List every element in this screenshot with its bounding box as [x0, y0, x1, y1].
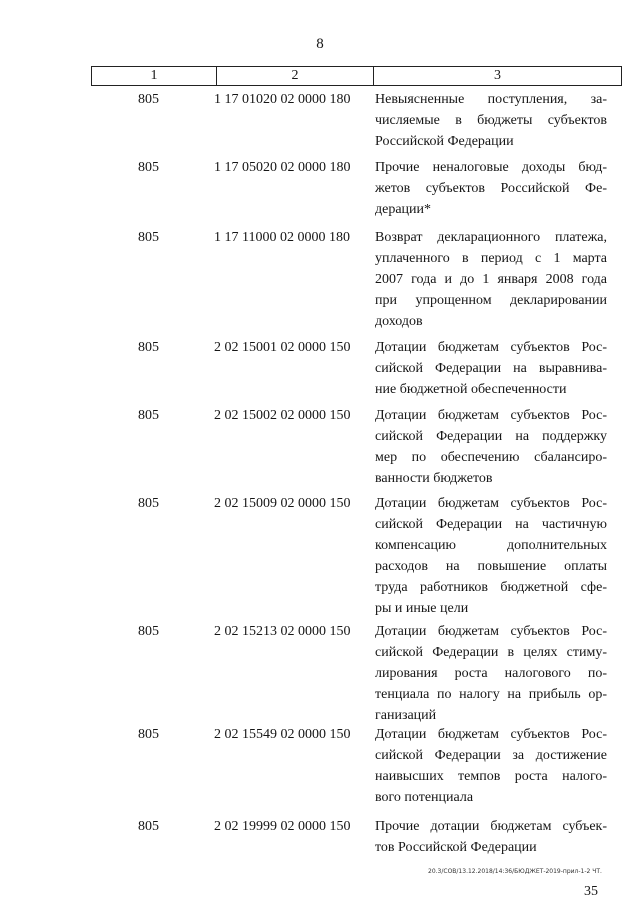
- income-name-line: Возврат декларационного платежа,: [375, 230, 607, 245]
- income-code: 2 02 15213 02 0000 150: [214, 624, 351, 639]
- income-code: 1 17 11000 02 0000 180: [214, 230, 350, 245]
- income-name-line: числяемые в бюджеты субъектов: [375, 113, 607, 128]
- income-name-line: вого потенциала: [375, 790, 474, 805]
- admin-code: 805: [138, 496, 159, 511]
- admin-code: 805: [138, 160, 159, 175]
- income-name-line: Дотации бюджетам субъектов Рос-: [375, 408, 607, 423]
- income-name: [375, 337, 607, 400]
- admin-code: 805: [138, 340, 159, 355]
- income-name-line: Прочие дотации бюджетам субъек-: [375, 819, 607, 834]
- page-number: 8: [316, 36, 324, 52]
- income-name: [375, 724, 607, 808]
- income-name: [375, 621, 607, 726]
- column-header-1: 1: [92, 67, 217, 86]
- income-name: [375, 227, 607, 332]
- document-reference: 20.3/СОВ/13.12.2018/14:36/БЮДЖЕТ-2019-прил-1-2 ЧТ.: [428, 868, 602, 875]
- income-name-line: лирования роста налогового по-: [375, 666, 607, 681]
- income-name-line: расходов на повышение оплаты: [375, 559, 607, 574]
- admin-code: 805: [138, 408, 159, 423]
- income-code: 1 17 01020 02 0000 180: [214, 92, 351, 107]
- income-name-line: наивысших темпов роста налого-: [375, 769, 607, 784]
- income-name-line: сийской Федерации за достижение: [375, 748, 607, 763]
- income-name-line: Дотации бюджетам субъектов Рос-: [375, 340, 607, 355]
- column-header-table: [91, 66, 622, 86]
- income-name-line: ванности бюджетов: [375, 471, 493, 486]
- income-name-line: Невыясненные поступления, за-: [375, 92, 607, 107]
- income-name-line: сийской Федерации на выравнива-: [375, 361, 607, 376]
- income-name-line: тов Российской Федерации: [375, 840, 537, 855]
- admin-code: 805: [138, 819, 159, 834]
- income-name-line: Дотации бюджетам субъектов Рос-: [375, 727, 607, 742]
- income-name-line: при упрощенном декларировании: [375, 293, 607, 308]
- income-name-line: тенциала по налогу на прибыль ор-: [375, 687, 607, 702]
- income-name: [375, 816, 607, 858]
- admin-code: 805: [138, 727, 159, 742]
- income-name-line: уплаченного в период с 1 марта: [375, 251, 607, 266]
- income-code: 2 02 15009 02 0000 150: [214, 496, 351, 511]
- column-header-3: 3: [374, 67, 622, 86]
- footer-page-number: 35: [584, 884, 598, 899]
- admin-code: 805: [138, 230, 159, 245]
- income-code: 2 02 15001 02 0000 150: [214, 340, 351, 355]
- income-name-line: дерации*: [375, 202, 432, 217]
- income-name-line: ры и иные цели: [375, 601, 469, 616]
- admin-code: 805: [138, 624, 159, 639]
- income-name: [375, 157, 607, 220]
- income-name-line: сийской Федерации на частичную: [375, 517, 607, 532]
- income-name-line: Дотации бюджетам субъектов Рос-: [375, 496, 607, 511]
- income-name-line: доходов: [375, 314, 423, 329]
- income-code: 2 02 19999 02 0000 150: [214, 819, 351, 834]
- income-name-line: компенсацию дополнительных: [375, 538, 607, 553]
- column-header-2: 2: [217, 67, 374, 86]
- income-name-line: труда работников бюджетной сфе-: [375, 580, 607, 595]
- income-name-line: мер по обеспечению сбалансиро-: [375, 450, 607, 465]
- income-code: 1 17 05020 02 0000 180: [214, 160, 351, 175]
- income-name-line: жетов субъектов Российской Фе-: [375, 181, 607, 196]
- admin-code: 805: [138, 92, 159, 107]
- income-name-line: сийской Федерации на поддержку: [375, 429, 607, 444]
- income-code: 2 02 15002 02 0000 150: [214, 408, 351, 423]
- income-name-line: ние бюджетной обеспеченности: [375, 382, 567, 397]
- income-name: [375, 89, 607, 152]
- income-name-line: 2007 года и до 1 января 2008 года: [375, 272, 607, 287]
- income-code: 2 02 15549 02 0000 150: [214, 727, 351, 742]
- income-name-line: ганизаций: [375, 708, 437, 723]
- income-name: [375, 493, 607, 619]
- income-name-line: сийской Федерации в целях стиму-: [375, 645, 607, 660]
- income-name-line: Прочие неналоговые доходы бюд-: [375, 160, 607, 175]
- income-name-line: Дотации бюджетам субъектов Рос-: [375, 624, 607, 639]
- income-name-line: Российской Федерации: [375, 134, 514, 149]
- income-name: [375, 405, 607, 489]
